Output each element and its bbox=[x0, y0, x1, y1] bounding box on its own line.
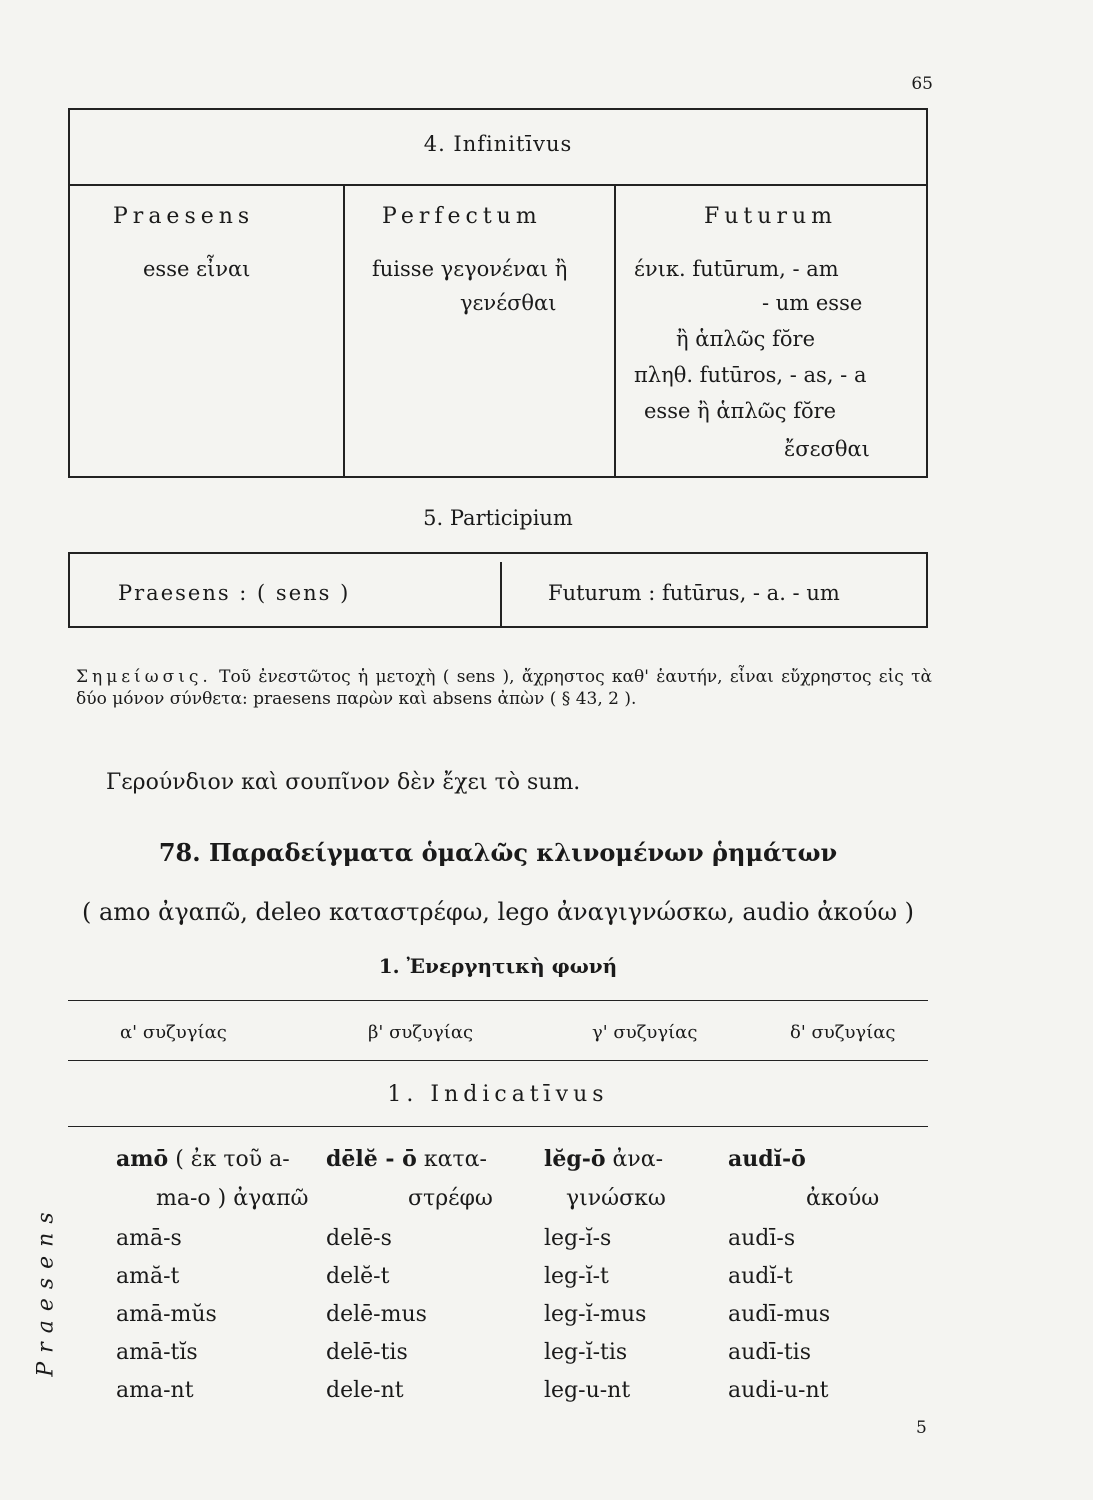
paradigm-form: delē-mus bbox=[326, 1302, 427, 1327]
paradigm-gloss: στρέφω bbox=[408, 1186, 493, 1211]
futurum-line: πληθ. futūros, - as, - a bbox=[634, 363, 867, 387]
perfectum-cell-line2: γενέσθαι bbox=[460, 291, 557, 315]
table-border bbox=[68, 552, 70, 628]
note-text: Τοῦ ἐνεστῶτος ἡ μετοχὴ ( sens ), ἄχρηστος καθ' ἑαυτήν, εἶναι εὔχρηστος εἰς τὰ δύο μόνον σύνθετα: praesens παρὼν καὶ absens ἀπὼν ( § 43, 2 ). bbox=[76, 667, 933, 709]
mood-heading: 1. Indicatīvus bbox=[387, 1082, 609, 1107]
tense-label: Praesens bbox=[33, 1203, 59, 1377]
paradigm-form: audī-tis bbox=[728, 1340, 812, 1365]
paradigm-form: delē-tis bbox=[326, 1340, 408, 1365]
paradigm-form: amā-mŭs bbox=[116, 1302, 217, 1327]
section-heading: 78. Παραδείγματα ὁμαλῶς κλινομένων ῥημάτων bbox=[158, 838, 838, 867]
paradigm-form: amă-t bbox=[116, 1264, 180, 1289]
column-divider bbox=[500, 562, 502, 626]
table-divider bbox=[68, 184, 928, 186]
paradigm-gloss: γινώσκω bbox=[566, 1186, 666, 1211]
paradigm-form: leg-ĭ-t bbox=[544, 1264, 609, 1289]
futurum-line: - um esse bbox=[762, 291, 863, 315]
paradigm-form: leg-ĭ-tis bbox=[544, 1340, 628, 1365]
conjugation-1: α' συζυγίας bbox=[120, 1022, 227, 1043]
paradigm-lemma: dēlĕ - ō κατα- bbox=[326, 1146, 487, 1172]
paradigm-form: audī-mus bbox=[728, 1302, 831, 1327]
paradigm-lemma: lĕg-ō ἀνα- bbox=[544, 1146, 664, 1172]
paradigm-lemma: amō ( ἐκ τοῦ a- bbox=[116, 1146, 290, 1172]
note-paragraph bbox=[76, 666, 932, 710]
rule bbox=[68, 1060, 928, 1061]
futurum-line: ένικ. futūrum, - am bbox=[634, 257, 839, 281]
table-divider bbox=[68, 552, 928, 554]
paradigm-form: audi-u-nt bbox=[728, 1378, 829, 1403]
example-verbs: ( amo ἀγαπῶ, deleo καταστρέφω, lego ἀναγιγνώσκω, audio ἀκούω ) bbox=[81, 898, 915, 926]
column-divider bbox=[614, 184, 616, 478]
table-divider bbox=[68, 626, 928, 628]
praesens-cell: esse εἶναι bbox=[143, 257, 251, 281]
rule bbox=[68, 1000, 928, 1001]
voice-heading: 1. Ἐνεργητικὴ φωνή bbox=[378, 954, 618, 978]
header-praesens: Praesens bbox=[113, 204, 255, 229]
participium-futurum: Futurum : futūrus, - a. - um bbox=[548, 581, 840, 605]
perfectum-cell-line1: fuisse γεγονέναι ἢ bbox=[372, 257, 568, 281]
rule bbox=[68, 1126, 928, 1127]
conjugation-2: β' συζυγίας bbox=[368, 1022, 474, 1043]
note-label: Σημείωσις. bbox=[76, 667, 212, 687]
conjugation-3: γ' συζυγίας bbox=[592, 1022, 698, 1043]
participium-praesens: Praesens : ( sens ) bbox=[118, 581, 351, 605]
futurum-line: ἔσεσθαι bbox=[784, 437, 870, 461]
conjugation-4: δ' συζυγίας bbox=[790, 1022, 896, 1043]
paradigm-form: leg-u-nt bbox=[544, 1378, 631, 1403]
paradigm-form: dele-nt bbox=[326, 1378, 404, 1403]
header-perfectum: Perfectum bbox=[382, 204, 542, 229]
futurum-line: esse ἢ ἁπλῶς fŏre bbox=[644, 399, 837, 423]
gerund-note: Γερούνδιον καὶ σουπῖνον δὲν ἔχει τὸ sum. bbox=[106, 770, 581, 795]
paradigm-gloss: ma-o ) ἀγαπῶ bbox=[156, 1186, 309, 1211]
footer-mark: 5 bbox=[916, 1418, 927, 1438]
column-divider bbox=[343, 184, 345, 478]
paradigm-form: leg-ĭ-s bbox=[544, 1226, 612, 1251]
header-futurum: Futurum bbox=[704, 204, 837, 229]
paradigm-form: amā-tĭs bbox=[116, 1340, 198, 1365]
paradigm-gloss: ἀκούω bbox=[806, 1186, 880, 1211]
paradigm-form: leg-ĭ-mus bbox=[544, 1302, 647, 1327]
futurum-line: ἢ ἁπλῶς fŏre bbox=[676, 327, 815, 351]
infinitivus-title: 4. Infinitīvus bbox=[423, 132, 573, 156]
paradigm-form: delĕ-t bbox=[326, 1264, 390, 1289]
paradigm-lemma: audĭ-ō bbox=[728, 1146, 806, 1172]
paradigm-form: delē-s bbox=[326, 1226, 392, 1251]
paradigm-form: amā-s bbox=[116, 1226, 182, 1251]
page-number: 65 bbox=[911, 74, 933, 94]
paradigm-form: audī-s bbox=[728, 1226, 796, 1251]
participium-title: 5. Participium bbox=[423, 506, 573, 530]
paradigm-form: audĭ-t bbox=[728, 1264, 793, 1289]
paradigm-form: ama-nt bbox=[116, 1378, 194, 1403]
table-border bbox=[926, 552, 928, 628]
